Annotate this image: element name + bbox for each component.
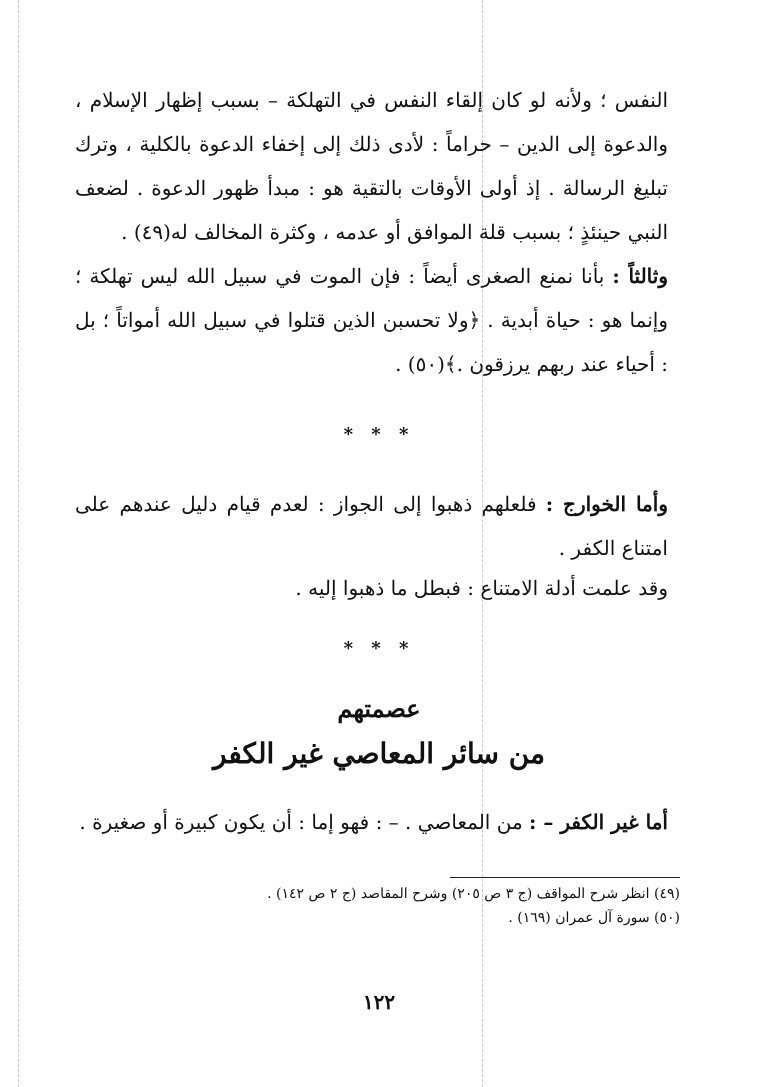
footnote-divider <box>450 877 680 878</box>
paragraph-2 <box>75 254 668 386</box>
footnote-50: (٥٠) سورة آل عمران (١٦٩) . <box>508 910 680 926</box>
paragraph-2-text: بأنا نمنع الصغرى أيضاً : فإن الموت في سبيل الله ليس تهلكة ؛ وإنما هو : حياة أبدية . ﴿ولا تحسبن الذين قتلوا في سبيل الله أمواتاً ؛ بل : أحياء عند ربهم يرزقون .﴾(٥٠) . <box>75 264 668 376</box>
section-separator-1: * * * <box>343 424 415 445</box>
footnote-49: (٤٩) انظر شرح المواقف (ج ٣ ص ٢٠٥) وشرح المقاصد (ج ٢ ص ١٤٢) . <box>267 886 680 902</box>
paragraph-3-text: فلعلهم ذهبوا إلى الجواز : لعدم قيام دليل عندهم على امتناع الكفر . <box>75 492 668 560</box>
section-title: عصمتهم <box>337 694 421 723</box>
footnotes <box>200 882 680 930</box>
paragraph-3 <box>75 482 668 570</box>
page-number: ١٢٢ <box>362 990 396 1014</box>
paragraph-5 <box>75 800 668 844</box>
section-subtitle: من سائر المعاصي غير الكفر <box>212 737 546 770</box>
paragraph-3-lead: وأما الخوارج : <box>545 492 668 516</box>
paragraph-1: النفس ؛ ولأنه لو كان إلقاء النفس في التهلكة – بسبب إظهار الإسلام ، والدعوة إلى الدين – حراماً : لأدى ذلك إلى إخفاء الدعوة بالكلية ، وترك تبليغ الرسالة . إذ أولى الأوقات بالتقية هو : مبدأ ظهور الدعوة . لضعف النبي حينئذٍ ؛ بسبب قلة الموافق أو عدمه ، وكثرة المخالف له(٤٩) . <box>75 88 668 244</box>
paragraph-5-lead: أما غير الكفر – : <box>529 810 668 834</box>
paragraph-4: وقد علمت أدلة الامتناع : فبطل ما ذهبوا إليه . <box>295 576 668 600</box>
scan-guide-line-left <box>18 0 19 1087</box>
paragraph-5-text: من المعاصي . – : فهو إما : أن يكون كبيرة أو صغيرة . <box>79 810 530 834</box>
section-separator-2: * * * <box>343 638 415 659</box>
paragraph-2-lead: وثالثاً : <box>612 264 668 288</box>
